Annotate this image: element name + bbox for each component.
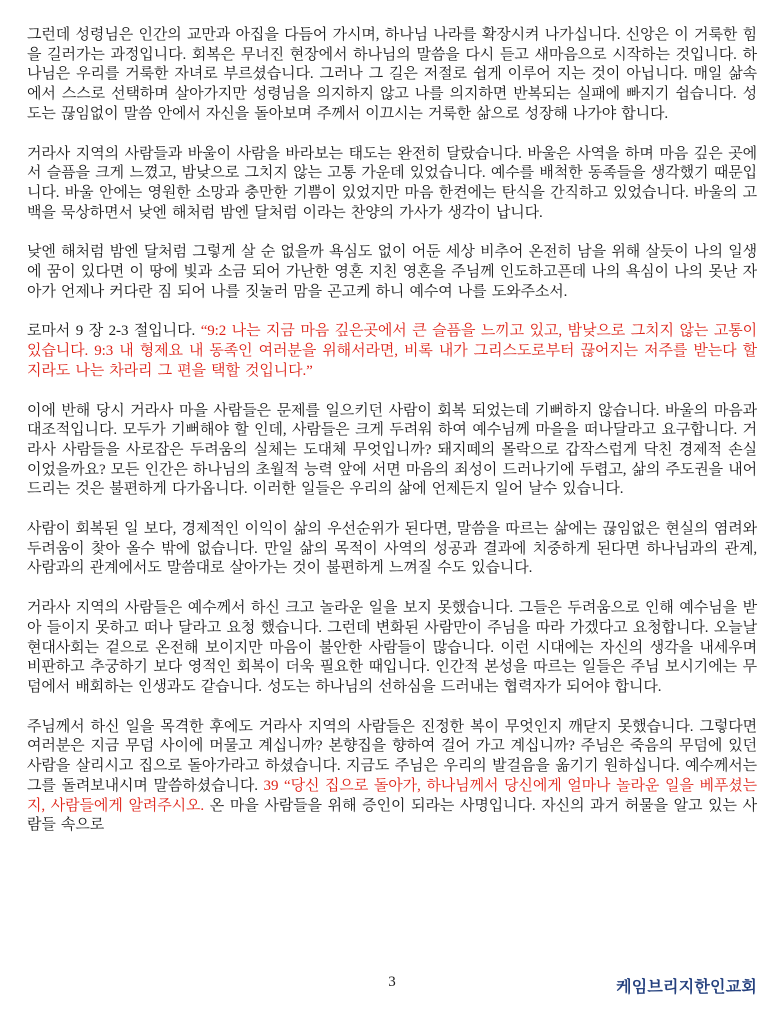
paragraph-text: 거라사 지역의 사람들은 예수께서 하신 크고 놀라운 일을 보지 못했습니다. 그들은 두려움으로 인해 예수님을 받아 들이지 못하고 떠나 달라고 요청 했습니다. 그런데 변화된 사람만이 주님을 따라 가겠다고 요청합니다. 오늘날 현대사회는 겉으로 온전해 보이지만 마음이 불안한 사람들이 많습니다. 이런 시대에는 자신의 생각을 내세우며 비판하고 추궁하기 보다 영적인 회복이 더욱 필요한 때입니다. 인간적 본성을 따르는 일들은 주님 보시기에는 무덤에서 배회하는 인생과도 같습니다. 성도는 하나님의 선하심을 드러내는 협력자가 되어야 합니다. bbox=[27, 600, 757, 695]
paragraph-gerasa-vs-paul bbox=[27, 145, 757, 224]
paragraph-text: 거라사 지역의 사람들과 바울이 사람을 바라보는 태도는 완전히 달랐습니다. 바울은 사역을 하며 마음 깊은 곳에서 슬픔을 크게 느꼈고, 밤낮으로 그치지 않는 고통 가운데 있었습니다. 예수를 배척한 동족들을 생각했기 때문입니다. 바울 안에는 영원한 소망과 충만한 기쁨이 있었지만 마음 한켠에는 탄식을 간직하고 있었습니다. 바울의 고백을 묵상하면서 낮엔 해처럼 밤엔 달처럼 이라는 찬양의 가사가 생각이 납니다. bbox=[27, 145, 757, 221]
paragraph-gerasa-fear bbox=[27, 402, 757, 501]
document-body bbox=[27, 26, 757, 856]
page-number: 3 bbox=[388, 974, 396, 990]
paragraph-text: 낮엔 해처럼 밤엔 달처럼 그렇게 살 순 없을까 욕심도 없이 어둔 세상 비추어 온전히 남을 위해 살듯이 나의 일생에 꿈이 있다면 이 땅에 빛과 소금 되어 가난한 영혼 지친 영혼을 주님께 인도하고픈데 나의 욕심이 나의 못난 자아가 언제나 커다란 짐 되어 나를 짓눌러 맘을 곤고케 하니 예수여 나를 도와주소서. bbox=[27, 244, 757, 300]
paragraph-text: 이에 반해 당시 거라사 마을 사람들은 문제를 일으키던 사람이 회복 되었는데 기뻐하지 않습니다. 바울의 마음과 대조적입니다. 모두가 기뻐해야 할 인데, 사람들은 크게 두려워 하여 예수님께 마을을 떠나달라고 요구합니다. 거라사 사람들을 사로잡은 두려움의 실체는 도대체 무엇입니까? 돼지떼의 몰락으로 갑작스럽게 닥친 경제적 손실이었을까요? 모든 인간은 하나님의 초월적 능력 앞에 서면 마음의 죄성이 드러나기에 두렵고, 삶의 주도권을 내어 드리는 것은 불편하게 다가옵니다. 이러한 일들은 우리의 삶에 언제든지 일어 날수 있습니다. bbox=[27, 402, 757, 498]
paragraph-text: 주님께서 하신 일을 목격한 후에도 거라사 지역의 사람들은 진정한 복이 무엇인지 깨닫지 못했습니다. 그렇다면 여러분은 지금 무덤 사이에 머물고 계십니까? 본향집을 향하여 걸어 가고 계십니까? 주님은 죽음의 무덤에 있던 사람을 살리시고 집으로 돌아가라고 하셨습니다. 지금도 주님은 우리의 발걸음을 옮기기 원하십니다. 예수께서는 그를 돌려보내시며 말씀하셨습니다. bbox=[27, 718, 757, 794]
scripture-quote-red-text: “9:2 나는 지금 마음 깊은곳에서 큰 슬픔을 느끼고 있고, 밤낮으로 그치지 않는 고통이 있습니다. 9:3 내 형제요 내 동족인 여러분을 위해서라면, 비록 내가 그리스도로부터 끊어지는 저주를 받는다 할지라도 나는 차라리 그 편을 택할 것입니다.” bbox=[27, 323, 757, 379]
paragraph-text: 그런데 성령님은 인간의 교만과 아집을 다듬어 가시며, 하나님 나라를 확장시켜 나가십니다. 신앙은 이 거룩한 힘을 길러가는 과정입니다. 회복은 무너진 현장에서 하나님의 말씀을 다시 듣고 새마음으로 시작하는 것입니다. 하나님은 우리를 거룩한 자녀로 부르셨습니다. 그러나 그 길은 저절로 쉽게 이루어 지는 것이 아닙니다. 매일 삶속에서 스스로 선택하며 살아가지만 성령님을 의지하지 않고 나를 의지하면 반복되는 실패에 빠지기 쉽습니다. 성도는 끊임없이 말씀 안에서 자신을 돌아보며 주께서 이끄시는 거룩한 삶으로 성장해 나가야 합니다. bbox=[27, 27, 757, 122]
paragraph-modern-society bbox=[27, 599, 757, 698]
scripture-intro-text: 로마서 9 장 2-3 절입니다. bbox=[27, 323, 201, 340]
paragraph-hymn-lyrics bbox=[27, 243, 757, 302]
paragraph-holy-spirit-growth bbox=[27, 26, 757, 125]
paragraph-priorities bbox=[27, 520, 757, 579]
church-name: 케임브리지한인교회 bbox=[616, 979, 757, 996]
paragraph-go-home-commission bbox=[27, 718, 757, 836]
paragraph-text: 사람이 회복된 일 보다, 경제적인 이익이 삶의 우선순위가 된다면, 말씀을 따르는 삶에는 끊임없은 현실의 염려와 두려움이 찾아 올수 밖에 없습니다. 만일 삶의 목적이 사역의 성공과 결과에 치중하게 된다면 하나님과의 관계, 사람과의 관계에서도 말씀대로 살아가는 것이 불편하게 느껴질 수도 있습니다. bbox=[27, 521, 757, 577]
paragraph-text: 온 마을 사람들을 위해 증인이 되라는 사명입니다. 자신의 과거 허물을 알고 있는 사람들 속으로 bbox=[27, 797, 757, 834]
paragraph-romans-9-quote bbox=[27, 322, 757, 381]
page-footer bbox=[27, 974, 757, 996]
scripture-quote-red-text: 39 “당신 집으로 돌아가, 하나님께서 당신에게 얼마나 놀라운 일을 베푸셨는지, 사람들에게 알려주시오. bbox=[27, 777, 757, 814]
